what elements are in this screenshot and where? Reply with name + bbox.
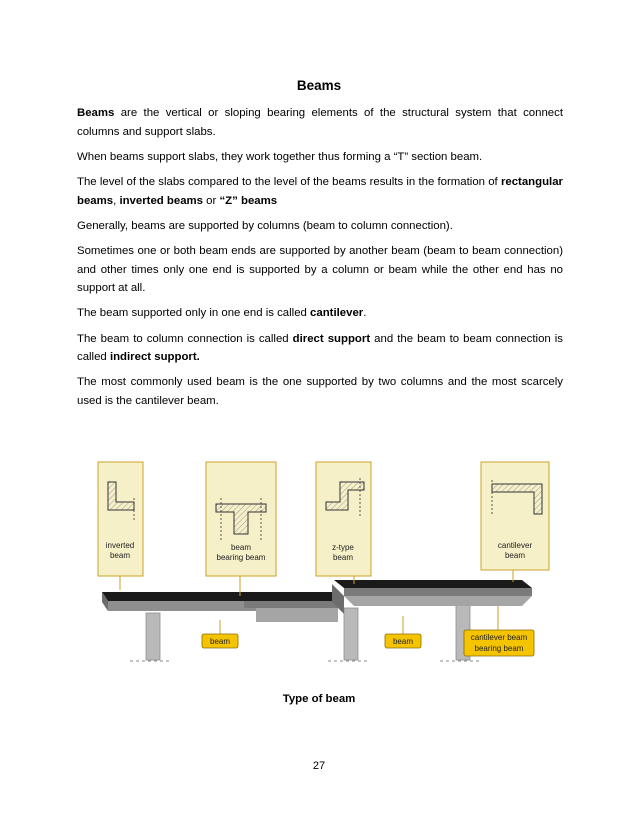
paragraph-column-support (77, 217, 563, 236)
paragraph-beams-definition (77, 104, 563, 141)
upper-slab (332, 580, 532, 614)
body-text (77, 104, 563, 417)
term-beams: Beams (77, 107, 115, 119)
text: The beam supported only in one end is called (77, 307, 311, 320)
tag-cantilever-line1: cantilever beam (470, 633, 528, 642)
column-mid (344, 608, 358, 660)
paragraph-t-section (77, 148, 563, 167)
callout-ztype-line1: z-type (332, 543, 354, 552)
text: . (363, 307, 367, 320)
text: The beam to column connection is called (77, 332, 293, 345)
callout-inverted-beam (98, 462, 143, 576)
term-inverted-beams: inverted beams (119, 194, 204, 207)
callout-cantilever-beam (481, 462, 549, 570)
paragraph-cantilever (77, 304, 563, 323)
text: Generally, beams are supported by columns (beam to column connection). (77, 219, 453, 232)
t-beam-middle (238, 592, 344, 622)
text: The most commonly used beam is the one supported by two columns and the most scarcely used is the cantilever beam. (77, 376, 563, 407)
term-rectangular-beams: rectangular beams (77, 175, 563, 207)
callout-inverted-line1: inverted (105, 541, 135, 550)
callout-cantilever-line1: cantilever (497, 541, 533, 550)
term-cantilever: cantilever (310, 307, 364, 320)
paragraph-slab-levels (77, 173, 563, 210)
tag-beam-left (202, 634, 238, 648)
paragraph-beam-support (77, 242, 563, 298)
tag-cantilever-line2: bearing beam (474, 644, 524, 653)
page-title: Beams (296, 78, 342, 93)
text: or (203, 194, 220, 207)
term-indirect-support: indirect support. (109, 351, 200, 364)
callout-beam-bearing-line1: beam (230, 543, 252, 552)
beam-types-diagram (88, 458, 558, 668)
text: When beams support slabs, they work together thus forming a “T” section beam. (77, 150, 483, 163)
tag-beam-right (385, 634, 421, 648)
beam-types-figure (88, 458, 558, 668)
paragraph-common-usage (77, 373, 563, 410)
term-z-beams: “Z” beams (219, 194, 278, 207)
paragraph-direct-indirect (77, 330, 563, 367)
term-direct-support: direct support (292, 332, 371, 345)
callout-beam-bearing-beam (206, 462, 276, 576)
tag-beam-right-label: beam (392, 637, 414, 646)
text: The level of the slabs compared to the level of the beams results in the formation of (77, 175, 501, 188)
callout-beam-bearing-line2: bearing beam (216, 553, 266, 562)
text: Sometimes one or both beam ends are supported by another beam (beam to beam connection) and other times only one end is supported by a column or beam while the other end has no support at all. (77, 244, 563, 295)
figure-caption: Type of beam (282, 693, 356, 705)
callout-ztype-line2: beam (332, 553, 354, 562)
column-left (146, 613, 160, 660)
callout-z-type-beam (316, 462, 371, 576)
tag-cantilever-bearing-beam (464, 630, 534, 656)
callout-cantilever-line2: beam (504, 551, 526, 560)
tag-beam-left-label: beam (209, 637, 231, 646)
text: and the beam to beam connection is called (77, 332, 564, 364)
text: are the vertical or sloping bearing elements of the structural system that connect columns and support slabs. (77, 107, 563, 138)
text: , (113, 194, 120, 207)
page-number: 27 (312, 760, 326, 772)
callout-inverted-line2: beam (109, 551, 131, 560)
